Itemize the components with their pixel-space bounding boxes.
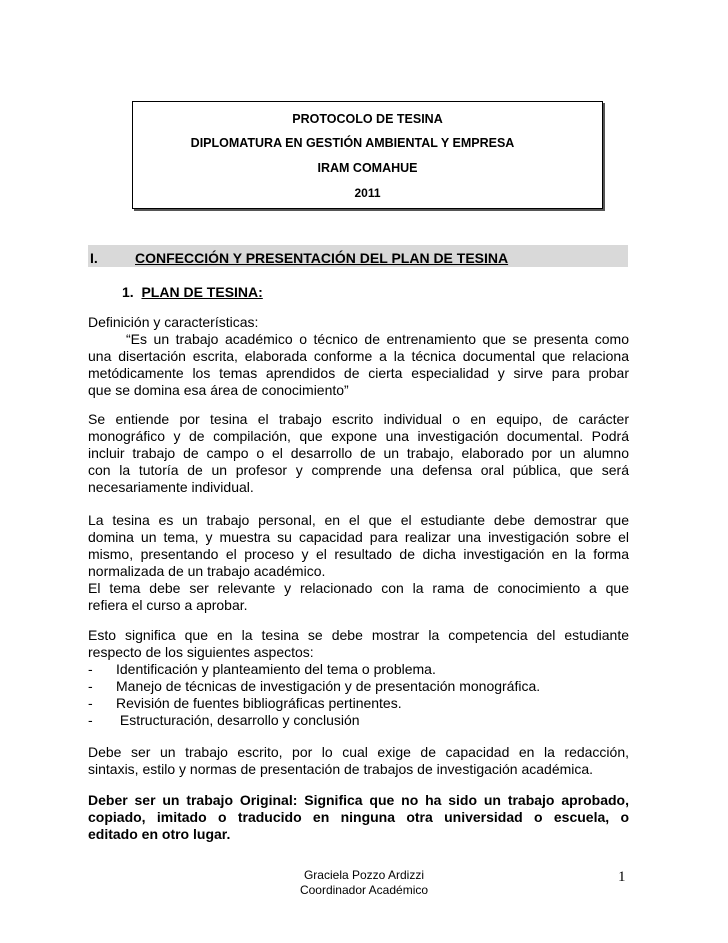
footer-role: Coordinador Académico <box>299 883 429 897</box>
title-line-4: 2011 <box>354 186 381 200</box>
text-line: La tesina es un trabajo personal, en el que el estudiante debe demostrar que <box>88 512 629 528</box>
section-number: I. <box>90 250 98 266</box>
text-line: Debe ser un trabajo escrito, por lo cual exige de capacidad en la redacción, <box>88 744 629 760</box>
bullet-text: Estructuración, desarrollo y conclusión <box>116 712 360 728</box>
bullet-dash: - <box>88 712 93 728</box>
text-line: domina un tema, y muestra su capacidad para realizar una investigación sobre el <box>88 529 629 545</box>
subsection-title: PLAN DE TESINA: <box>141 284 263 300</box>
text-line: editado en otro lugar. <box>88 826 231 842</box>
text-line: Deber ser un trabajo Original: Significa que no ha sido un trabajo aprobado, <box>88 792 629 808</box>
section-title: CONFECCIÓN Y PRESENTACIÓN DEL PLAN DE TESINA <box>135 250 509 266</box>
text-line: metódicamente los temas aprendidos de cierta especialidad y sirve para probar <box>88 365 629 381</box>
bullet-dash: - <box>88 695 93 711</box>
paragraph-definition <box>88 314 629 399</box>
paragraph-esto-significa <box>88 627 629 661</box>
text-line: incluir trabajo de campo o el desarrollo de un trabajo, elaborado por un alumno <box>88 445 629 461</box>
text-line: “Es un trabajo académico o técnico de entrenamiento que se presenta como <box>126 331 629 347</box>
text-line: normalizada de un trabajo académico. <box>88 563 326 579</box>
text-line: necesariamente individual. <box>88 479 254 495</box>
paragraph-se-entiende <box>88 411 629 496</box>
text-line: mismo, presentando el proceso y el resultado de dicha investigación en la forma <box>88 546 629 562</box>
bullet-text: Identificación y planteamiento del tema o problema. <box>116 661 436 677</box>
text-line: Esto significa que en la tesina se debe mostrar la competencia del estudiante <box>88 627 629 643</box>
subsection-heading <box>122 284 263 300</box>
paragraph-debe-ser <box>88 744 629 778</box>
bullet-dash: - <box>88 661 93 677</box>
text-line: una disertación escrita, elaborada conforme a la técnica documental que relaciona <box>88 348 629 364</box>
text-line: El tema debe ser relevante y relacionado con la rama de conocimiento a que <box>88 580 629 596</box>
paragraph-original <box>88 792 629 843</box>
text-line: monográfico y de compilación, que expone una investigación documental. Podrá <box>88 428 629 444</box>
bullet-dash: - <box>88 678 93 694</box>
title-line-2: DIPLOMATURA EN GESTIÓN AMBIENTAL Y EMPRESA <box>190 136 515 150</box>
text-line: sintaxis, estilo y normas de presentación de trabajos de investigación académica. <box>88 761 594 777</box>
text-line: respecto de los siguientes aspectos: <box>88 644 314 660</box>
text-line: Definición y características: <box>88 314 259 330</box>
title-line-1: PROTOCOLO DE TESINA <box>292 112 443 126</box>
bullet-text: Revisión de fuentes bibliográficas pertinentes. <box>116 695 402 711</box>
text-line: copiado, imitado o traducido en ninguna otra universidad o escuela, o <box>88 809 629 825</box>
title-line-3: IRAM COMAHUE <box>317 161 418 175</box>
text-line: Se entiende por tesina el trabajo escrito individual o en equipo, de carácter <box>88 411 629 427</box>
title-box <box>132 101 603 209</box>
text-line: que se domina esa área de conocimiento” <box>88 382 349 398</box>
bullet-text: Manejo de técnicas de investigación y de presentación monográfica. <box>116 678 541 694</box>
page-number: 1 <box>618 869 626 885</box>
footer-author: Graciela Pozzo Ardizzi <box>303 868 425 882</box>
subsection-number: 1. <box>122 284 134 300</box>
text-line: refiera el curso a aprobar. <box>88 597 248 613</box>
text-line: con la tutoría de un profesor y comprende una defensa oral pública, que será <box>88 462 629 478</box>
paragraph-la-tesina <box>88 512 629 614</box>
